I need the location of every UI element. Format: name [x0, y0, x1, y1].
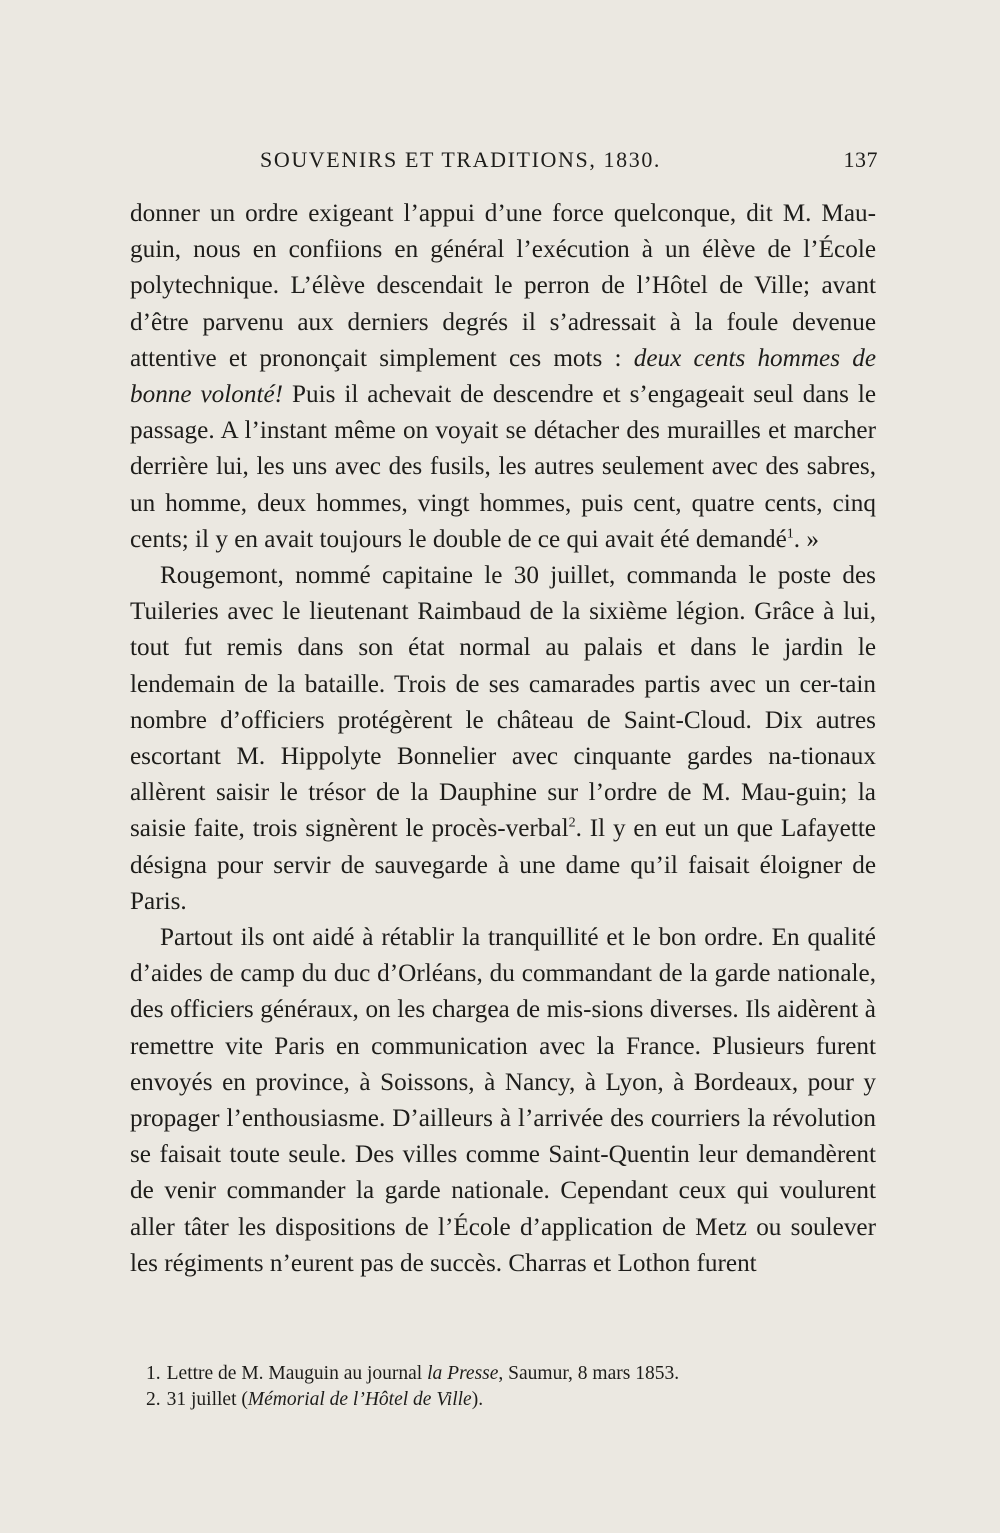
paragraph-1-text-a: donner un ordre exigeant l’appui d’une force quelconque, dit M. Mau-guin, nous en confiions en général l’exécution à un élève de l’École polytechnique. L’élève descendait le perron de l’Hôtel de Ville; avant d’être parvenu aux derniers degrés il s’adressait à la foule devenue attentive et prononçait simplement ces mots : [130, 200, 876, 372]
running-head: SOUVENIRS ET TRADITIONS, 1830. [260, 147, 662, 172]
footnote-2-number: 2. [146, 1389, 161, 1410]
paragraph-1-text-c: . » [793, 525, 819, 553]
footnote-1-number: 1. [146, 1363, 161, 1384]
body-text [130, 196, 876, 1282]
page-number: 137 [843, 147, 878, 172]
page-header [130, 142, 878, 182]
footnote-ref-1: 1 [786, 526, 794, 542]
footnote-1-italic: la Presse [427, 1363, 499, 1384]
footnote-1-text-a: Lettre de M. Mauguin au journal [166, 1363, 428, 1384]
footnote-ref-2: 2 [568, 816, 576, 832]
paragraph-1-italic: deux cents hommes de bonne volonté! [130, 344, 876, 409]
footnote-2-text-a: 31 juillet ( [166, 1389, 248, 1410]
paragraph-2-text-a: Rougemont, nommé capitaine le 30 juillet, commanda le poste des Tuileries avec le lieutenant Raimbaud de la sixième légion. Grâce à lui, tout fut remis dans son état normal au palais et dans le jardin le lendemain de la bataille. Trois de ses camarades partis avec un cer-tain nombre d’officiers protégèrent le château de Saint-Cloud. Dix autres escortant M. Hippolyte Bonnelier avec cinquante gardes na-tionaux allèrent saisir le trésor de la Dauphine sur l’ordre de M. Mau-guin; la saisie faite, trois signèrent le procès-verbal [130, 562, 876, 843]
footnote-2-italic: Mémorial de l’Hôtel de Ville [247, 1389, 472, 1410]
footnote-1-text-b: , Saumur, 8 mars 1853. [498, 1363, 680, 1384]
footnote-2 [146, 1387, 876, 1413]
paragraph-1-text-b: Puis il achevait de descendre et s’engageait seul dans le passage. A l’instant même on voyait se détacher des murailles et marcher derrière lui, les uns avec des fusils, les autres seulement avec des sabres, un homme, deux hommes, vingt hommes, puis cent, quatre cents, cinq cents; il y en avait toujours le double de ce qui avait été demandé [130, 381, 877, 553]
paragraph-2-text-b: . Il y en eut un que Lafayette désigna pour servir de sauvegarde à une dame qu’il faisait éloigner de Paris. [130, 815, 876, 915]
paragraph-2 [130, 558, 876, 920]
footnotes [146, 1361, 876, 1413]
paragraph-3: Partout ils ont aidé à rétablir la tranquillité et le bon ordre. En qualité d’aides de camp du duc d’Orléans, du commandant de la garde nationale, des officiers généraux, on les chargea de mis-sions diverses. Ils aidèrent à remettre vite Paris en communication avec la France. Plusieurs furent envoyés en province, à Soissons, à Nancy, à Lyon, à Bordeaux, pour y propager l’enthousiasme. D’ailleurs à l’arrivée des courriers la révolution se faisait toute seule. Des villes comme Saint-Quentin leur demandèrent de venir commander la garde nationale. Cependant ceux qui voulurent aller tâter les dispositions de l’École d’application de Metz ou soulever les régiments n’eurent pas de succès. Charras et Lothon furent [130, 924, 876, 1277]
footnote-1 [146, 1361, 876, 1387]
footnote-2-text-b: ). [471, 1389, 484, 1410]
paragraph-1 [130, 196, 876, 558]
